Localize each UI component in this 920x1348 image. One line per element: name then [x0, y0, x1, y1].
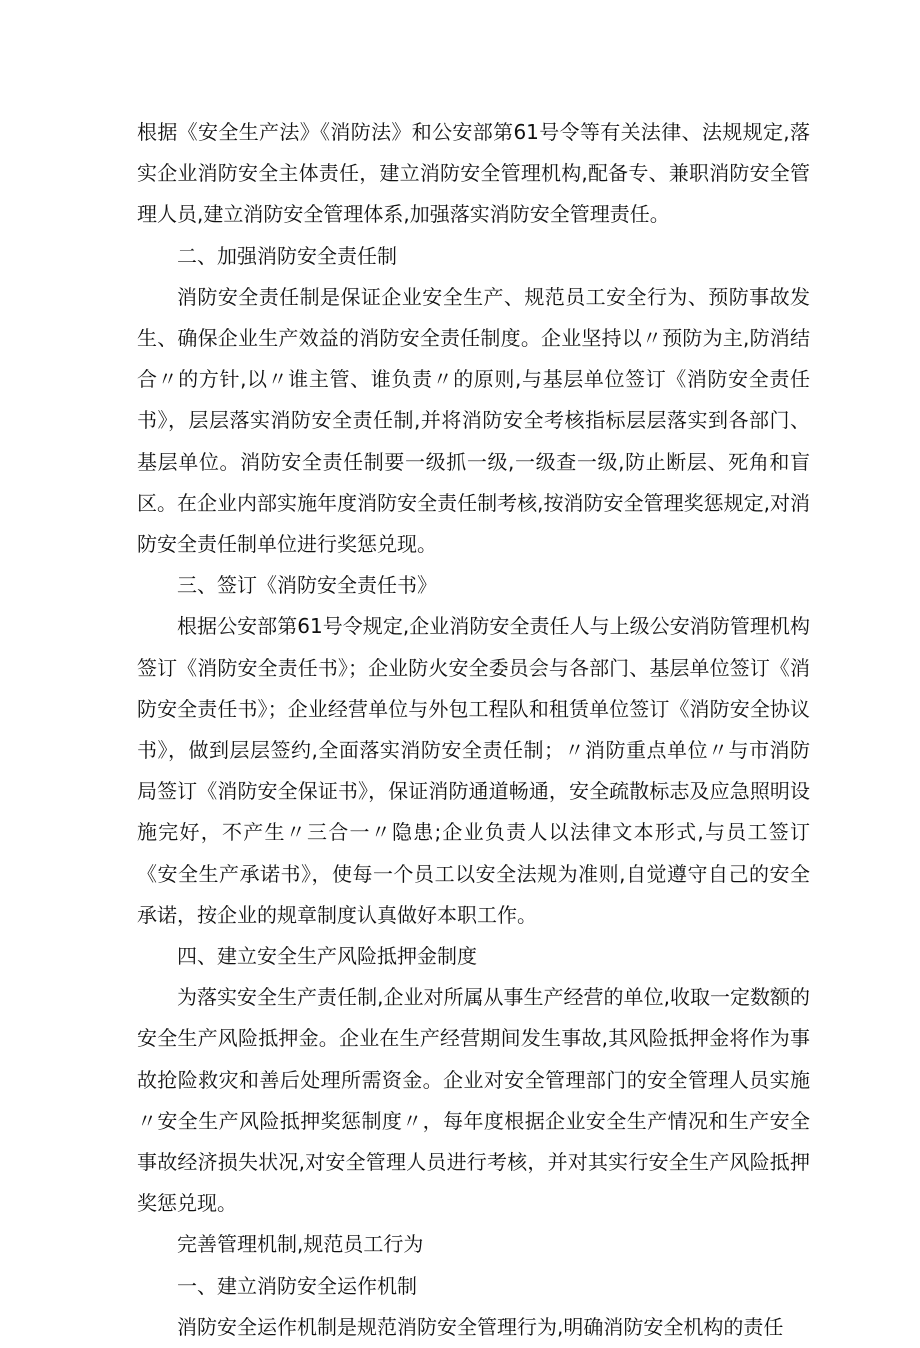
body-paragraph: 根据公安部第61号令规定,企业消防安全责任人与上级公安消防管理机构签订《消防安全责任书》；企业防火安全委员会与各部门、基层单位签订《消防安全责任书》；企业经营单位与外包工程队和租赁单位签订《消防安全协议书》，做到层层签约,全面落实消防安全责任制；〃消防重点单位〃与市消防局签订《消防安全保证书》，保证消防通道畅通，安全疏散标志及应急照明设施完好，不产生〃三合一〃隐患;企业负责人以法律文本形式,与员工签订《安全生产承诺书》，使每一个员工以安全法规为准则,自觉遵守自己的安全承诺，按企业的规章制度认真做好本职工作。: [137, 614, 810, 927]
body-paragraph: 消防安全责任制是保证企业安全生产、规范员工安全行为、预防事故发生、确保企业生产效益的消防安全责任制度。企业坚持以〃预防为主,防消结合〃的方针,以〃谁主管、谁负责〃的原则,与基层单位签订《消防安全责任书》，层层落实消防安全责任制,并将消防安全考核指标层层落实到各部门、基层单位。消防安全责任制要一级抓一级,一级查一级,防止断层、死角和盲区。在企业内部实施年度消防安全责任制考核,按消防安全管理奖惩规定,对消防安全责任制单位进行奖惩兑现。: [137, 284, 810, 557]
section-heading: 四、建立安全生产风险抵押金制度: [177, 944, 477, 969]
body-paragraph: 根据《安全生产法》《消防法》和公安部第61号令等有关法律、法规规定,落实企业消防安全主体责任，建立消防安全管理机构,配备专、兼职消防安全管理人员,建立消防安全管理体系,加强落实消防安全管理责任。: [137, 120, 810, 227]
section-heading: 三、签订《消防安全责任书》: [177, 573, 437, 598]
section-heading: 一、建立消防安全运作机制: [177, 1273, 417, 1298]
section-heading: 完善管理机制,规范员工行为: [177, 1232, 424, 1257]
body-paragraph: 为落实安全生产责任制,企业对所属从事生产经营的单位,收取一定数额的安全生产风险抵押金。企业在生产经营期间发生事故,其风险抵押金将作为事故抢险救灾和善后处理所需资金。企业对安全管理部门的安全管理人员实施〃安全生产风险抵押奖惩制度〃，每年度根据企业安全生产情况和生产安全事故经济损失状况,对安全管理人员进行考核，并对其实行安全生产风险抵押奖惩兑现。: [137, 985, 810, 1216]
body-paragraph: 消防安全运作机制是规范消防安全管理行为,明确消防安全机构的责任: [177, 1314, 784, 1339]
section-heading: 二、加强消防安全责任制: [177, 243, 397, 268]
